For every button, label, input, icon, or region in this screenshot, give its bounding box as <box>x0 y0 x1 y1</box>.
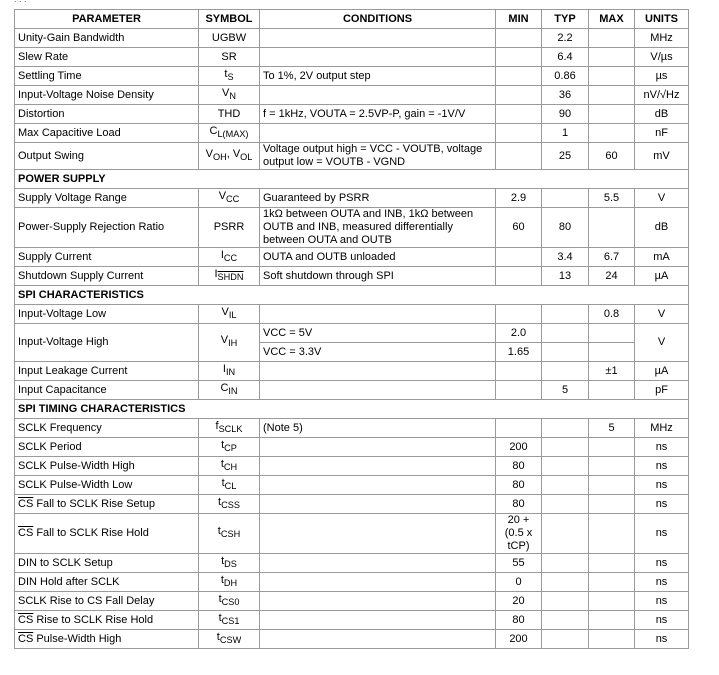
typ-cell: 0.86 <box>542 67 589 86</box>
typ-cell: 6.4 <box>542 48 589 67</box>
units-cell: ns <box>635 457 689 476</box>
conditions-cell <box>260 124 496 143</box>
units-cell: nF <box>635 124 689 143</box>
max-cell: 5 <box>589 419 635 438</box>
min-cell: 55 <box>496 554 542 573</box>
max-cell <box>589 86 635 105</box>
symbol-cell: $t_{DS}$ <box>199 554 260 573</box>
typ-cell <box>542 305 589 324</box>
param-cell: Supply Current <box>15 248 199 267</box>
min-cell: 20 + (0.5 x tCP) <box>496 514 542 554</box>
min-cell <box>496 67 542 86</box>
conditions-cell <box>260 29 496 48</box>
symbol-cell: $I_{IN}$ <box>199 362 260 381</box>
units-cell: ns <box>635 630 689 649</box>
header-conditions: CONDITIONS <box>260 10 496 29</box>
conditions-cell: Soft shutdown through SPI <box>260 267 496 286</box>
units-cell: ns <box>635 495 689 514</box>
max-cell <box>589 343 635 362</box>
units-cell: ns <box>635 438 689 457</box>
symbol-cell: $t_{DH}$ <box>199 573 260 592</box>
header-max: MAX <box>589 10 635 29</box>
symbol-cell: $t_{CSH}$ <box>199 514 260 554</box>
param-cell: SCLK Rise to CS Fall Delay <box>15 592 199 611</box>
typ-cell <box>542 343 589 362</box>
units-cell: pF <box>635 381 689 400</box>
symbol-cell: $V_N$ <box>199 86 260 105</box>
typ-cell: 36 <box>542 86 589 105</box>
min-cell: 2.0 <box>496 324 542 343</box>
max-cell <box>589 554 635 573</box>
max-cell: 6.7 <box>589 248 635 267</box>
symbol-cell: $f_{SCLK}$ <box>199 419 260 438</box>
conditions-cell: Voltage output high = VCC - VOUTB, voltage output low = VOUTB - VGND <box>260 143 496 170</box>
max-cell <box>589 457 635 476</box>
conditions-cell: (Note 5) <box>260 419 496 438</box>
min-cell: 0 <box>496 573 542 592</box>
conditions-cell: OUTA and OUTB unloaded <box>260 248 496 267</box>
conditions-cell <box>260 86 496 105</box>
max-cell <box>589 476 635 495</box>
units-cell: nV/√Hz <box>635 86 689 105</box>
symbol-cell: $t_{CSS}$ <box>199 495 260 514</box>
table-row <box>15 630 689 649</box>
symbol-cell: $t_{CSW}$ <box>199 630 260 649</box>
section-title: POWER SUPPLY <box>15 170 689 189</box>
param-cell: DIN Hold after SCLK <box>15 573 199 592</box>
table-row <box>15 143 689 170</box>
table-row <box>15 476 689 495</box>
conditions-cell <box>260 362 496 381</box>
max-cell <box>589 105 635 124</box>
table-row <box>15 514 689 554</box>
units-cell: ns <box>635 573 689 592</box>
electrical-characteristics-table <box>14 9 689 649</box>
param-cell: SCLK Pulse-Width Low <box>15 476 199 495</box>
min-cell <box>496 48 542 67</box>
symbol-cell: THD <box>199 105 260 124</box>
min-cell: 80 <box>496 495 542 514</box>
table-row <box>15 554 689 573</box>
units-cell: V/µs <box>635 48 689 67</box>
symbol-cell: $I_{SHDN}$ <box>199 267 260 286</box>
conditions-cell <box>260 438 496 457</box>
param-cell: DIN to SCLK Setup <box>15 554 199 573</box>
conditions-cell: To 1%, 2V output step <box>260 67 496 86</box>
header-units: UNITS <box>635 10 689 29</box>
symbol-cell: $t_S$ <box>199 67 260 86</box>
symbol-cell: $C_{IN}$ <box>199 381 260 400</box>
symbol-cell: PSRR <box>199 208 260 248</box>
symbol-cell: $V_{CC}$ <box>199 189 260 208</box>
section-row <box>15 170 689 189</box>
table-row <box>15 438 689 457</box>
min-cell <box>496 267 542 286</box>
min-cell: 80 <box>496 611 542 630</box>
section-row <box>15 286 689 305</box>
table-row <box>15 248 689 267</box>
conditions-cell <box>260 573 496 592</box>
max-cell <box>589 29 635 48</box>
param-cell: Input Leakage Current <box>15 362 199 381</box>
table-row <box>15 457 689 476</box>
typ-cell <box>542 457 589 476</box>
max-cell <box>589 48 635 67</box>
symbol-cell: $t_{CL}$ <box>199 476 260 495</box>
param-cell: $\overline{CS}$ Fall to SCLK Rise Setup <box>15 495 199 514</box>
typ-cell: 90 <box>542 105 589 124</box>
param-cell: Input-Voltage Noise Density <box>15 86 199 105</box>
conditions-cell <box>260 514 496 554</box>
typ-cell <box>542 573 589 592</box>
table-row <box>15 29 689 48</box>
typ-cell: 5 <box>542 381 589 400</box>
typ-cell <box>542 419 589 438</box>
conditions-cell <box>260 457 496 476</box>
units-cell: ns <box>635 554 689 573</box>
param-cell: Unity-Gain Bandwidth <box>15 29 199 48</box>
param-cell: $\overline{CS}$ Rise to SCLK Rise Hold <box>15 611 199 630</box>
section-row <box>15 400 689 419</box>
units-cell: dB <box>635 208 689 248</box>
conditions-cell <box>260 305 496 324</box>
min-cell: 1.65 <box>496 343 542 362</box>
param-cell: Distortion <box>15 105 199 124</box>
typ-cell <box>542 554 589 573</box>
typ-cell <box>542 495 589 514</box>
max-cell <box>589 208 635 248</box>
units-cell: µA <box>635 267 689 286</box>
min-cell <box>496 143 542 170</box>
units-cell: mV <box>635 143 689 170</box>
min-cell <box>496 86 542 105</box>
table-row <box>15 189 689 208</box>
conditions-cell <box>260 630 496 649</box>
symbol-cell: $t_{CH}$ <box>199 457 260 476</box>
min-cell <box>496 381 542 400</box>
units-cell: V <box>635 189 689 208</box>
typ-cell <box>542 476 589 495</box>
conditions-cell <box>260 554 496 573</box>
max-cell: ±1 <box>589 362 635 381</box>
typ-cell <box>542 324 589 343</box>
symbol-cell: $V_{IH}$ <box>199 324 260 362</box>
max-cell: 60 <box>589 143 635 170</box>
conditions-cell <box>260 495 496 514</box>
param-cell: $\overline{CS}$ Fall to SCLK Rise Hold <box>15 514 199 554</box>
typ-cell <box>542 362 589 381</box>
symbol-cell: $V_{OH}$, $V_{OL}$ <box>199 143 260 170</box>
units-cell: ns <box>635 592 689 611</box>
conditions-cell <box>260 611 496 630</box>
typ-cell: 80 <box>542 208 589 248</box>
conditions-cell: VCC = 3.3V <box>260 343 496 362</box>
symbol-cell: UGBW <box>199 29 260 48</box>
symbol-cell: $V_{IL}$ <box>199 305 260 324</box>
max-cell <box>589 611 635 630</box>
min-cell <box>496 362 542 381</box>
table-row <box>15 267 689 286</box>
param-cell: SCLK Frequency <box>15 419 199 438</box>
header-min: MIN <box>496 10 542 29</box>
param-cell: Power-Supply Rejection Ratio <box>15 208 199 248</box>
param-cell: Settling Time <box>15 67 199 86</box>
symbol-cell: $I_{CC}$ <box>199 248 260 267</box>
units-cell: MHz <box>635 29 689 48</box>
table-row <box>15 48 689 67</box>
conditions-cell <box>260 592 496 611</box>
typ-cell: 3.4 <box>542 248 589 267</box>
min-cell <box>496 105 542 124</box>
units-cell: V <box>635 305 689 324</box>
min-cell <box>496 248 542 267</box>
table-row <box>15 324 689 343</box>
units-cell: µA <box>635 362 689 381</box>
symbol-cell: $t_{CP}$ <box>199 438 260 457</box>
param-cell: Shutdown Supply Current <box>15 267 199 286</box>
table-row <box>15 592 689 611</box>
table-row <box>15 208 689 248</box>
table-row <box>15 124 689 143</box>
units-cell: ns <box>635 514 689 554</box>
typ-cell: 1 <box>542 124 589 143</box>
conditions-cell <box>260 381 496 400</box>
typ-cell <box>542 514 589 554</box>
min-cell: 80 <box>496 457 542 476</box>
section-title: SPI CHARACTERISTICS <box>15 286 689 305</box>
symbol-cell: $t_{CS1}$ <box>199 611 260 630</box>
table-row <box>15 381 689 400</box>
max-cell <box>589 124 635 143</box>
table-row <box>15 67 689 86</box>
param-cell: Output Swing <box>15 143 199 170</box>
min-cell: 200 <box>496 438 542 457</box>
units-cell: V <box>635 324 689 362</box>
typ-cell: 13 <box>542 267 589 286</box>
section-title: SPI TIMING CHARACTERISTICS <box>15 400 689 419</box>
symbol-cell: $t_{CS0}$ <box>199 592 260 611</box>
min-cell: 20 <box>496 592 542 611</box>
symbol-cell: SR <box>199 48 260 67</box>
param-cell: SCLK Pulse-Width High <box>15 457 199 476</box>
table-row <box>15 419 689 438</box>
max-cell <box>589 630 635 649</box>
max-cell <box>589 324 635 343</box>
max-cell <box>589 67 635 86</box>
param-cell: Input-Voltage Low <box>15 305 199 324</box>
min-cell: 200 <box>496 630 542 649</box>
param-cell: Input-Voltage High <box>15 324 199 362</box>
max-cell <box>589 495 635 514</box>
max-cell: 5.5 <box>589 189 635 208</box>
units-cell: µs <box>635 67 689 86</box>
table-row <box>15 495 689 514</box>
table-row <box>15 105 689 124</box>
table-row <box>15 86 689 105</box>
min-cell <box>496 419 542 438</box>
units-cell: MHz <box>635 419 689 438</box>
conditions-cell <box>260 476 496 495</box>
typ-cell <box>542 611 589 630</box>
clipped-heading-text <box>0 0 719 8</box>
max-cell <box>589 573 635 592</box>
param-cell: Slew Rate <box>15 48 199 67</box>
conditions-cell: 1kΩ between OUTA and INB, 1kΩ between OUTB and INB, measured differentially between OUTA and OUTB <box>260 208 496 248</box>
conditions-cell: VCC = 5V <box>260 324 496 343</box>
header-typ: TYP <box>542 10 589 29</box>
table-row <box>15 573 689 592</box>
max-cell <box>589 592 635 611</box>
table-row <box>15 362 689 381</box>
units-cell: mA <box>635 248 689 267</box>
typ-cell <box>542 438 589 457</box>
max-cell <box>589 514 635 554</box>
units-cell: ns <box>635 611 689 630</box>
typ-cell: 2.2 <box>542 29 589 48</box>
param-cell: SCLK Period <box>15 438 199 457</box>
symbol-cell: $C_{L(MAX)}$ <box>199 124 260 143</box>
min-cell <box>496 124 542 143</box>
conditions-cell: f = 1kHz, VOUTA = 2.5VP-P, gain = -1V/V <box>260 105 496 124</box>
param-cell: Supply Voltage Range <box>15 189 199 208</box>
min-cell <box>496 29 542 48</box>
table-row <box>15 611 689 630</box>
conditions-cell <box>260 48 496 67</box>
max-cell: 0.8 <box>589 305 635 324</box>
typ-cell: 25 <box>542 143 589 170</box>
typ-cell <box>542 592 589 611</box>
min-cell: 80 <box>496 476 542 495</box>
param-cell: Input Capacitance <box>15 381 199 400</box>
units-cell: dB <box>635 105 689 124</box>
units-cell: ns <box>635 476 689 495</box>
header-row <box>15 10 689 29</box>
min-cell: 60 <box>496 208 542 248</box>
max-cell <box>589 438 635 457</box>
min-cell <box>496 305 542 324</box>
header-symbol: SYMBOL <box>199 10 260 29</box>
typ-cell <box>542 630 589 649</box>
header-parameter: PARAMETER <box>15 10 199 29</box>
table-row <box>15 305 689 324</box>
max-cell <box>589 381 635 400</box>
min-cell: 2.9 <box>496 189 542 208</box>
typ-cell <box>542 189 589 208</box>
conditions-cell: Guaranteed by PSRR <box>260 189 496 208</box>
param-cell: Max Capacitive Load <box>15 124 199 143</box>
max-cell: 24 <box>589 267 635 286</box>
param-cell: $\overline{CS}$ Pulse-Width High <box>15 630 199 649</box>
